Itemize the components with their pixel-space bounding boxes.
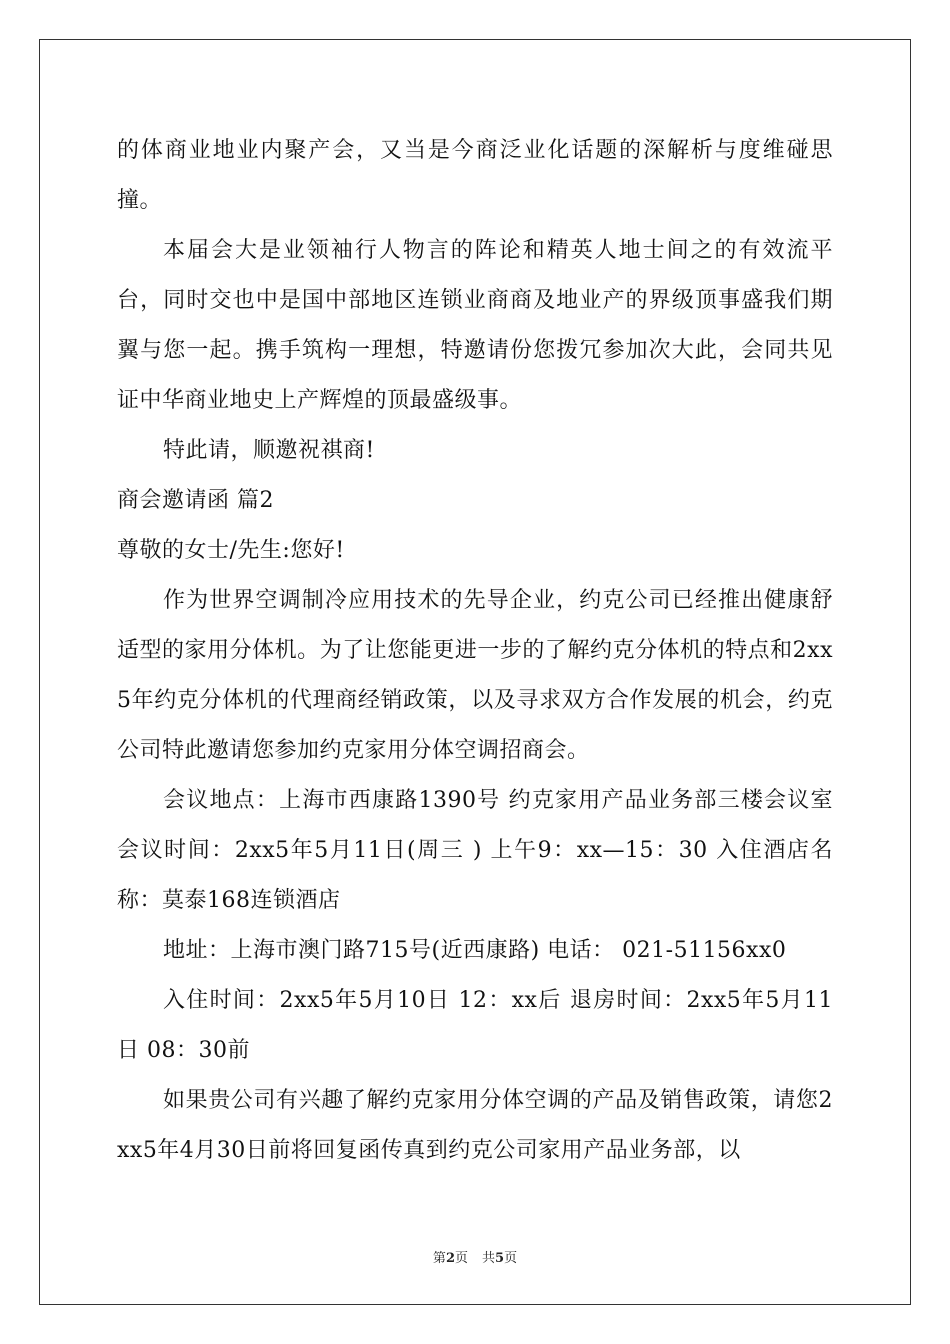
paragraph-address: 地址：上海市澳门路715号(近西康路) 电话： 021-51156xx0 (163, 938, 787, 963)
document-body (117, 126, 833, 1176)
section-heading: 商会邀请函 篇2 (117, 488, 274, 513)
paragraph-reply: 如果贵公司有兴趣了解约克家用分体空调的产品及销售政策，请您2xx5年4月30日前将回复函传真到约克公司家用产品业务部，以 (117, 1088, 833, 1163)
total-prefix: 共 (482, 1251, 496, 1266)
paragraph-intro: 作为世界空调制冷应用技术的先导企业，约克公司已经推出健康舒适型的家用分体机。为了让您能更进一步的了解约克分体机的特点和2xx5年约克分体机的代理商经销政策，以及寻求双方合作发展的机会，约克公司特此邀请您参加约克家用分体空调招商会。 (117, 588, 833, 763)
salutation: 尊敬的女士/先生:您好! (117, 538, 345, 563)
paragraph-meeting-info: 会议地点：上海市西康路1390号 约克家用产品业务部三楼会议室 会议时间：2xx5年5月11日(周三 ) 上午9：xx—15：30 入住酒店名称：莫泰168连锁酒店 (117, 788, 833, 913)
paragraph-checkin: 入住时间：2xx5年5月10日 12：xx后 退房时间：2xx5年5月11日 08：30前 (117, 988, 833, 1063)
paragraph-2: 本届会大是业领袖行人物言的阵论和精英人地士间之的有效流平台，同时交也中是国中部地区连锁业商商及地业产的界级顶事盛我们期翼与您一起。携手筑构一理想，特邀请份您拨冗参加次大此，会同共见证中华商业地史上产辉煌的顶最盛级事。 (117, 238, 833, 413)
page-footer (0, 1247, 950, 1266)
total-suffix: 页 (504, 1251, 518, 1266)
paragraph-closing: 特此请，顺邀祝祺商! (163, 438, 375, 463)
paragraph-1: 的体商业地业内聚产会，又当是今商泛业化话题的深解析与度维碰思撞。 (117, 138, 833, 213)
page-current: 2 (445, 1251, 455, 1266)
page-prefix: 第 (432, 1251, 446, 1266)
page-total: 5 (495, 1251, 505, 1266)
page-suffix: 页 (454, 1251, 468, 1266)
